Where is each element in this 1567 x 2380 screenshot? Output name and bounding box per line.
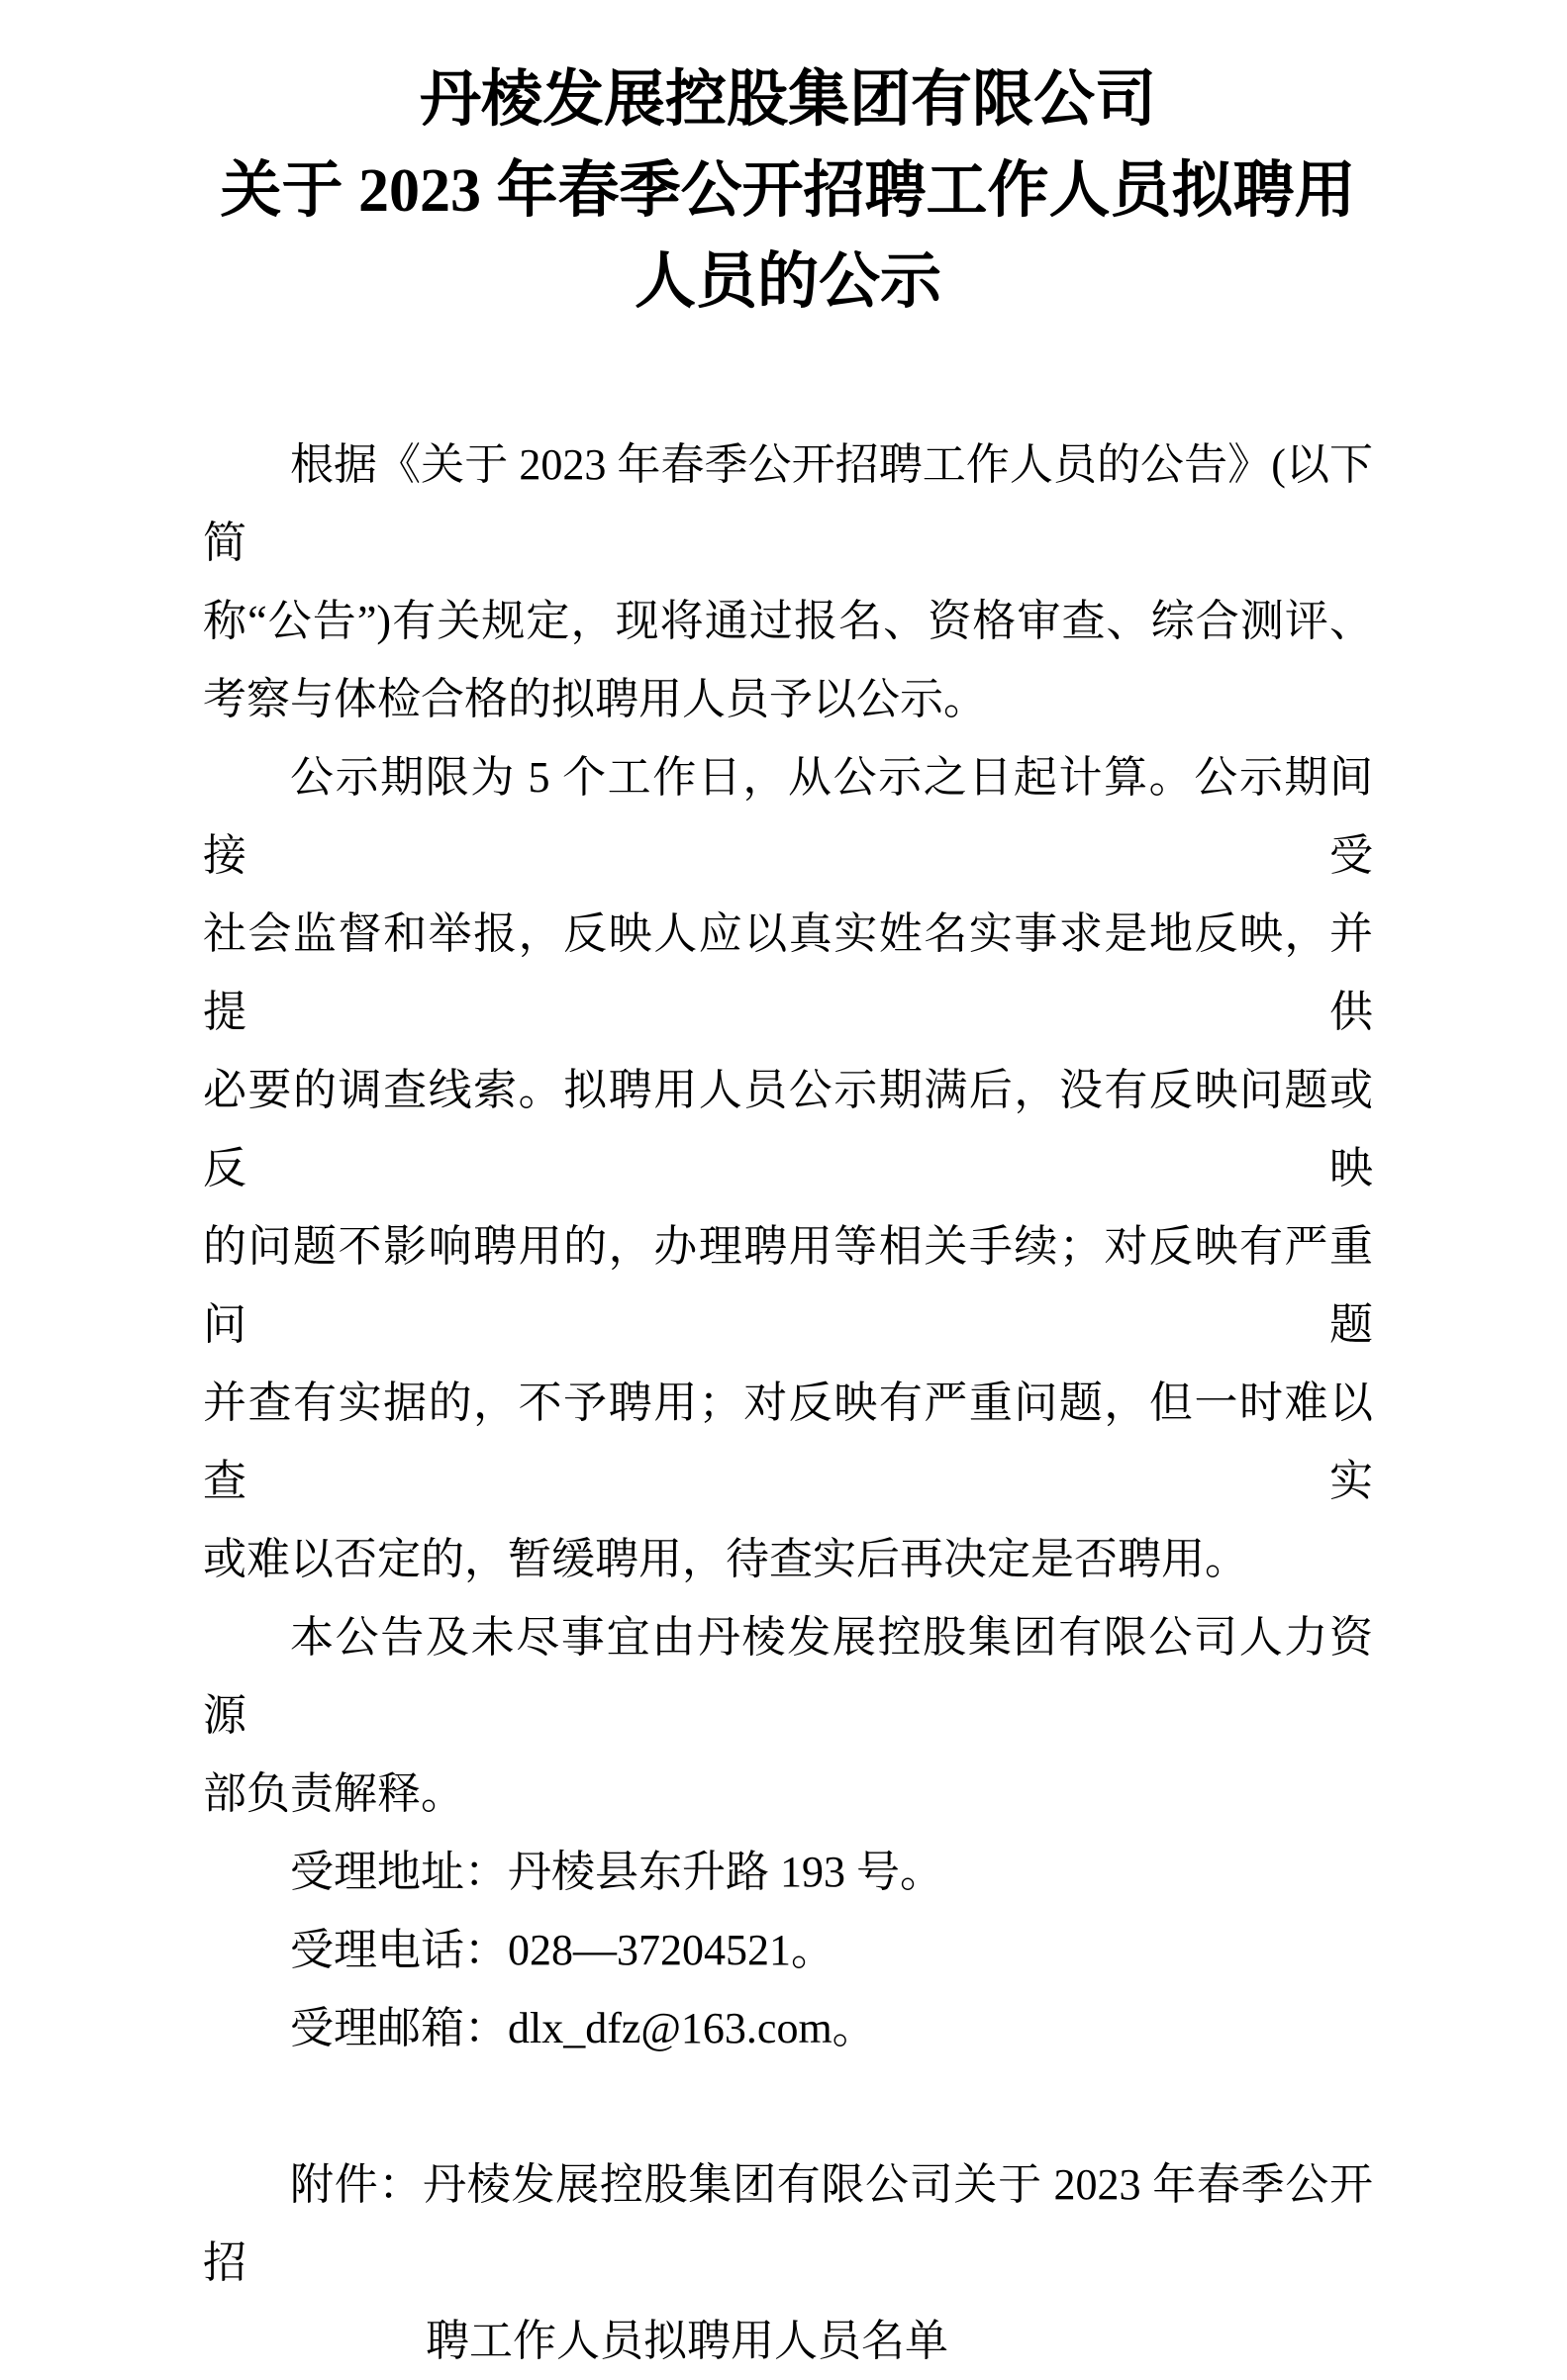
text-line: 聘工作人员拟聘用人员名单: [426, 2317, 948, 2365]
title-line-company: 丹棱发展控股集团有限公司: [419, 66, 1156, 134]
contact-email-line: 受理邮箱：dlx_dfz@163.com。: [290, 2004, 876, 2052]
contact-block: [203, 1833, 1373, 2067]
text-line: 必要的调查线索。拟聘用人员公示期满后，没有反映问题或反映: [203, 1066, 1373, 1192]
paragraph-publicity-period: [203, 738, 1373, 1598]
title-line-subject-2: 人员的公示: [634, 248, 941, 316]
title-line-subject-1: 关于 2023 年春季公开招聘工作人员拟聘用: [220, 157, 1356, 225]
announcement-document: [0, 54, 1567, 2365]
text-line: 公示期限为 5 个工作日，从公示之日起计算。公示期间接受: [203, 753, 1373, 880]
text-line: 部负责解释。: [203, 1769, 464, 1818]
text-line: 社会监督和举报，反映人应以真实姓名实事求是地反映，并提供: [203, 909, 1373, 1036]
text-line: 附件：丹棱发展控股集团有限公司关于 2023 年春季公开招: [203, 2160, 1373, 2287]
attachment-note: [203, 2145, 1373, 2380]
document-body: [203, 426, 1373, 2380]
document-title-block: [203, 54, 1373, 328]
text-line: 考察与体检合格的拟聘用人员予以公示。: [203, 675, 987, 723]
text-line: 称“公告”)有关规定，现将通过报名、资格审查、综合测评、: [203, 597, 1373, 645]
text-line: 本公告及未尽事宜由丹棱发展控股集团有限公司人力资源: [203, 1613, 1373, 1740]
text-line: 或难以否定的，暂缓聘用，待查实后再决定是否聘用。: [203, 1535, 1248, 1583]
contact-address-line: 受理地址：丹棱县东升路 193 号。: [290, 1848, 943, 1896]
contact-phone-line: 受理电话：028—37204521。: [290, 1926, 834, 1974]
text-line: 并查有实据的，不予聘用；对反映有严重问题，但一时难以查实: [203, 1379, 1373, 1505]
text-line: 根据《关于 2023 年春季公开招聘工作人员的公告》(以下简: [203, 440, 1373, 567]
text-line: 的问题不影响聘用的，办理聘用等相关手续；对反映有严重问题: [203, 1222, 1373, 1349]
paragraph-basis: [203, 426, 1373, 738]
paragraph-interpretation: [203, 1598, 1373, 1833]
